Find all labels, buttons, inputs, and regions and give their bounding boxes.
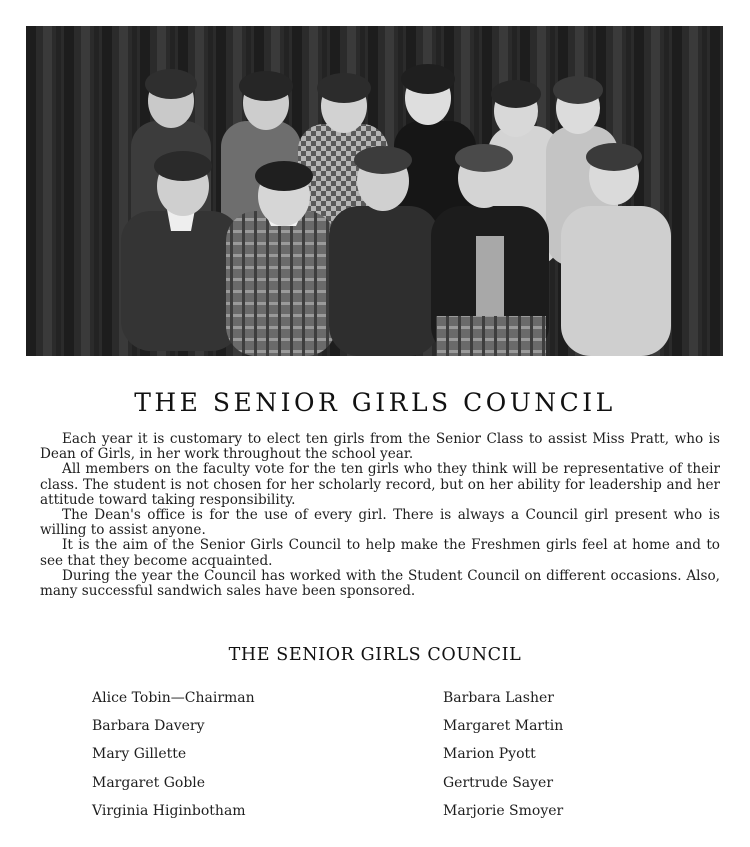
member-name: Margaret Martin [443,718,564,735]
group-photo-illustration [26,26,723,356]
member-list-right [443,684,563,825]
description-text [40,432,720,599]
paragraph: During the year the Council has worked with the Student Council on different occasions. Also, many successful sandwich sales have been sponsored. [40,567,720,600]
member-name: Marjorie Smoyer [443,802,564,819]
member-name: Barbara Lasher [443,690,554,706]
page-title: THE SENIOR GIRLS COUNCIL [134,388,616,417]
paragraph: The Dean's office is for the use of every girl. There is always a Council girl present who is willing to assist anyone. [40,507,720,539]
member-name: Barbara Davery [92,718,205,735]
member-name: Gertrude Sayer [443,774,554,791]
member-name: Marion Pyott [443,746,536,763]
group-photo [26,26,723,356]
paragraph: Each year it is customary to elect ten girls from the Senior Class to assist Miss Pratt, who is Dean of Girls, in her work throughout the school year. [40,431,720,463]
member-list-left [92,684,255,825]
paragraph: It is the aim of the Senior Girls Council to help make the Freshmen girls feel at home and to see that they become acquainted. [40,537,720,569]
member-name: Alice Tobin—Chairman [92,690,255,706]
paragraph: All members on the faculty vote for the ten girls who they think will be representative of their class. The student is not chosen for her scholarly record, but on her ability for leadership and her attitude toward taking responsibility. [40,461,720,508]
member-name: Mary Gillette [92,746,187,763]
roster-title: THE SENIOR GIRLS COUNCIL [228,645,522,665]
member-name: Virginia Higinbotham [92,802,246,819]
member-name: Margaret Goble [92,774,206,791]
